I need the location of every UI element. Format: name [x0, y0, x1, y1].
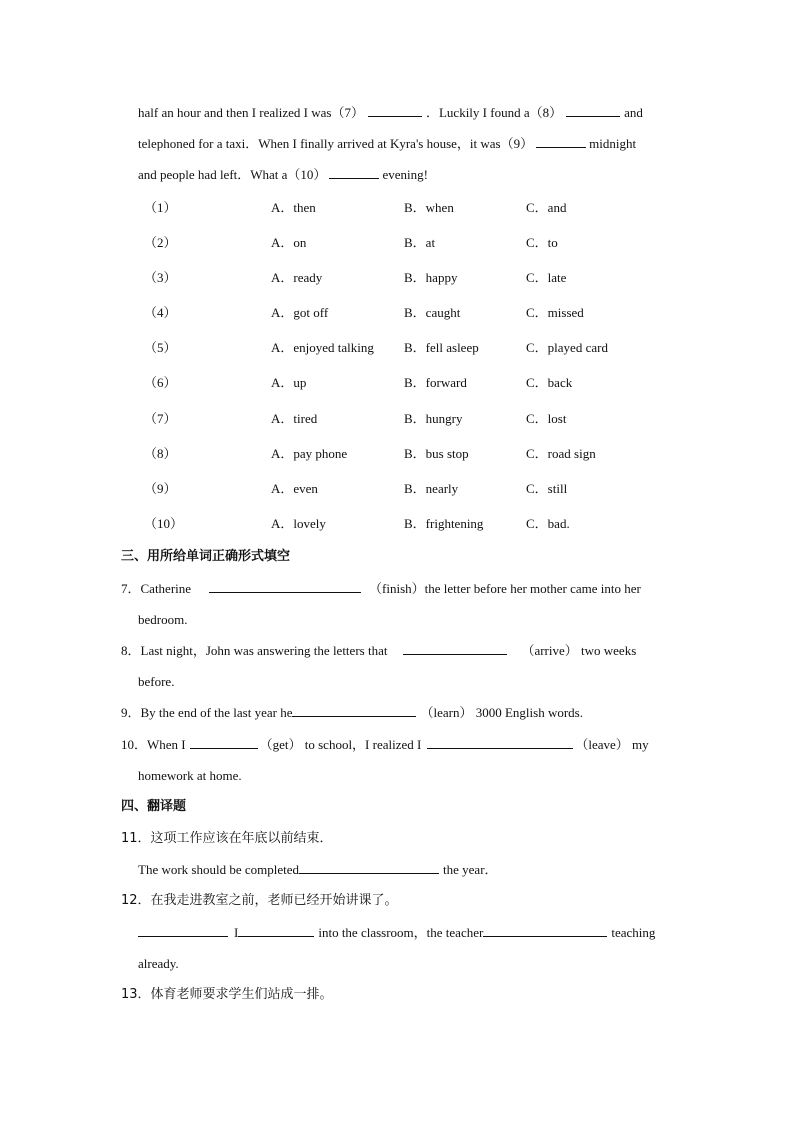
- passage-line-1: [138, 104, 643, 122]
- question-10: [121, 736, 649, 754]
- option-row: [0, 199, 794, 217]
- answer-blank[interactable]: [299, 861, 439, 874]
- question-number: （7）: [144, 411, 177, 426]
- question-number: （5）: [144, 340, 177, 355]
- option-b[interactable]: B．hungry: [404, 411, 463, 426]
- passage-text: evening!: [382, 167, 428, 182]
- question-text: 10．When I: [121, 737, 186, 752]
- passage-text: midnight: [589, 136, 637, 151]
- answer-blank[interactable]: [427, 736, 573, 749]
- option-a[interactable]: A．up: [271, 375, 307, 390]
- option-b[interactable]: B．bus stop: [404, 446, 469, 461]
- option-c[interactable]: C．late: [526, 270, 567, 285]
- section-3-title: 三、用所给单词正确形式填空: [121, 549, 291, 564]
- question-12-english: [138, 924, 655, 942]
- question-text: the year．: [443, 862, 498, 877]
- answer-blank[interactable]: [238, 924, 314, 937]
- question-number: （4）: [144, 305, 177, 320]
- question-text: The work should be completed: [138, 862, 300, 877]
- question-text: 7．Catherine: [121, 581, 192, 596]
- passage-text: and: [624, 105, 643, 120]
- option-c[interactable]: C．to: [526, 235, 558, 250]
- option-row: [0, 234, 794, 252]
- option-row: [0, 269, 794, 287]
- passage-line-2: [138, 135, 636, 153]
- option-b[interactable]: B．at: [404, 235, 436, 250]
- answer-blank[interactable]: [209, 580, 361, 593]
- question-12-cont: already.: [138, 956, 179, 971]
- question-number: （10）: [144, 516, 184, 531]
- passage-text: and people had left．What a（10）: [138, 167, 327, 182]
- option-b[interactable]: B．caught: [404, 305, 461, 320]
- option-b[interactable]: B．happy: [404, 270, 458, 285]
- question-text: into the classroom，the teacher: [318, 925, 484, 940]
- option-row: [0, 304, 794, 322]
- question-text: I: [234, 925, 239, 940]
- passage-text: half an hour and then I realized I was（7）: [138, 105, 364, 120]
- answer-blank[interactable]: [566, 104, 620, 117]
- passage-text: telephoned for a taxi．When I finally arrived at Kyra's house，it was（9）: [138, 136, 534, 151]
- passage-line-3: [138, 166, 428, 184]
- option-a[interactable]: A．on: [271, 235, 307, 250]
- option-c[interactable]: C．back: [526, 375, 573, 390]
- option-a[interactable]: A．got off: [271, 305, 329, 320]
- option-a[interactable]: A．even: [271, 481, 318, 496]
- question-text: 9．By the end of the last year he: [121, 705, 293, 720]
- question-7-cont: bedroom.: [138, 612, 188, 627]
- option-b[interactable]: B．forward: [404, 375, 467, 390]
- question-text: （learn） 3000 English words.: [420, 705, 583, 720]
- question-number: （3）: [144, 270, 177, 285]
- option-a[interactable]: A．tired: [271, 411, 318, 426]
- option-b[interactable]: B．nearly: [404, 481, 459, 496]
- option-row: [0, 445, 794, 463]
- answer-blank[interactable]: [329, 166, 379, 179]
- question-text: （arrive） two weeks: [521, 643, 637, 658]
- answer-blank[interactable]: [403, 642, 507, 655]
- question-number: （8）: [144, 446, 177, 461]
- question-text: 8．Last night，John was answering the letters that: [121, 643, 388, 658]
- option-a[interactable]: A．ready: [271, 270, 323, 285]
- question-number: （1）: [144, 200, 177, 215]
- answer-blank[interactable]: [190, 736, 258, 749]
- answer-blank[interactable]: [368, 104, 422, 117]
- option-c[interactable]: C．road sign: [526, 446, 596, 461]
- option-b[interactable]: B．fell asleep: [404, 340, 479, 355]
- question-number: （9）: [144, 481, 177, 496]
- option-b[interactable]: B．when: [404, 200, 454, 215]
- option-b[interactable]: B．frightening: [404, 516, 484, 531]
- question-8: [121, 642, 636, 660]
- option-a[interactable]: A．then: [271, 200, 316, 215]
- option-a[interactable]: A．enjoyed talking: [271, 340, 374, 355]
- answer-blank[interactable]: [483, 924, 607, 937]
- question-text: （leave） my: [575, 737, 649, 752]
- option-c[interactable]: C．played card: [526, 340, 608, 355]
- option-a[interactable]: A．lovely: [271, 516, 326, 531]
- question-text: （get） to school，I realized I: [259, 737, 422, 752]
- question-7: [121, 580, 641, 598]
- option-c[interactable]: C．bad.: [526, 516, 570, 531]
- option-row: [0, 339, 794, 357]
- passage-text: ．Luckily I found a（8）: [425, 105, 563, 120]
- option-row: [0, 410, 794, 428]
- section-4-title: 四、翻译题: [121, 799, 187, 814]
- question-10-cont: homework at home.: [138, 768, 242, 783]
- question-13-chinese: 13．体育老师要求学生们站成一排。: [121, 987, 333, 1002]
- option-c[interactable]: C．missed: [526, 305, 584, 320]
- question-11-english: [138, 861, 498, 879]
- question-number: （2）: [144, 235, 177, 250]
- answer-blank[interactable]: [536, 135, 586, 148]
- answer-blank[interactable]: [138, 924, 228, 937]
- question-text: teaching: [611, 925, 656, 940]
- option-c[interactable]: C．still: [526, 481, 568, 496]
- option-row: [0, 480, 794, 498]
- question-number: （6）: [144, 375, 177, 390]
- question-12-chinese: 12．在我走进教室之前，老师已经开始讲课了。: [121, 893, 398, 908]
- option-row: [0, 515, 794, 533]
- question-text: （finish）the letter before her mother came into her: [369, 581, 641, 596]
- question-8-cont: before.: [138, 674, 175, 689]
- answer-blank[interactable]: [292, 704, 416, 717]
- question-11-chinese: 11．这项工作应该在年底以前结束．: [121, 831, 333, 846]
- option-row: [0, 374, 794, 392]
- option-a[interactable]: A．pay phone: [271, 446, 348, 461]
- option-c[interactable]: C．and: [526, 200, 567, 215]
- question-9: [121, 704, 583, 722]
- option-c[interactable]: C．lost: [526, 411, 567, 426]
